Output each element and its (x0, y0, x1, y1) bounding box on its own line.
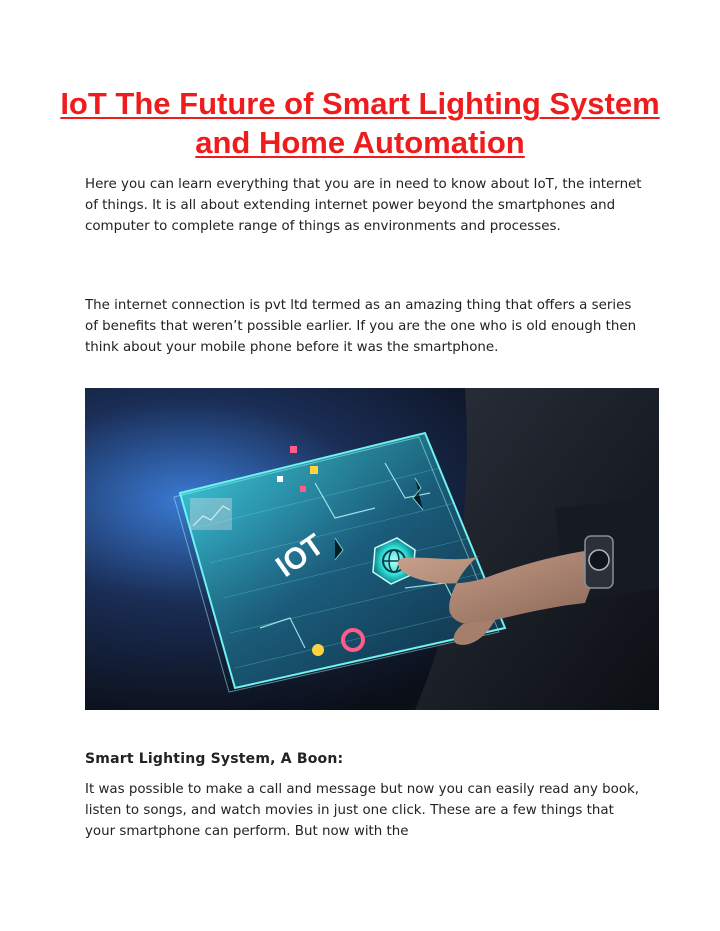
iot-hero-image (85, 388, 659, 710)
widget-square-white (277, 476, 283, 482)
iot-screen-label: IOT (270, 528, 330, 584)
widget-dot-yellow (312, 644, 324, 656)
mini-chart (190, 498, 232, 530)
page-title: IoT The Future of Smart Lighting System and Home Automation (60, 86, 660, 160)
section-paragraph: It was possible to make a call and message but now you can easily read any book, listen to songs, and watch movies in just one click. These are a few things that your smartphone can perform. But now with the (85, 782, 640, 840)
widget-square-yellow (310, 466, 318, 474)
section-heading: Smart Lighting System, A Boon: (85, 751, 344, 767)
wristwatch (585, 536, 613, 588)
second-paragraph: The internet connection is pvt ltd termed as an amazing thing that offers a series of benefits that weren’t possible earlier. If you are the one who is old enough then think about your mobile phone before it was the smartphone. (85, 298, 637, 356)
widget-square-pink-2 (300, 486, 306, 492)
widget-square-pink (290, 446, 297, 453)
intro-paragraph: Here you can learn everything that you are in need to know about IoT, the internet of things. It is all about extending internet power beyond the smartphones and computer to complete range of things as environments and processes. (85, 177, 642, 235)
iot-illustration (85, 388, 659, 710)
